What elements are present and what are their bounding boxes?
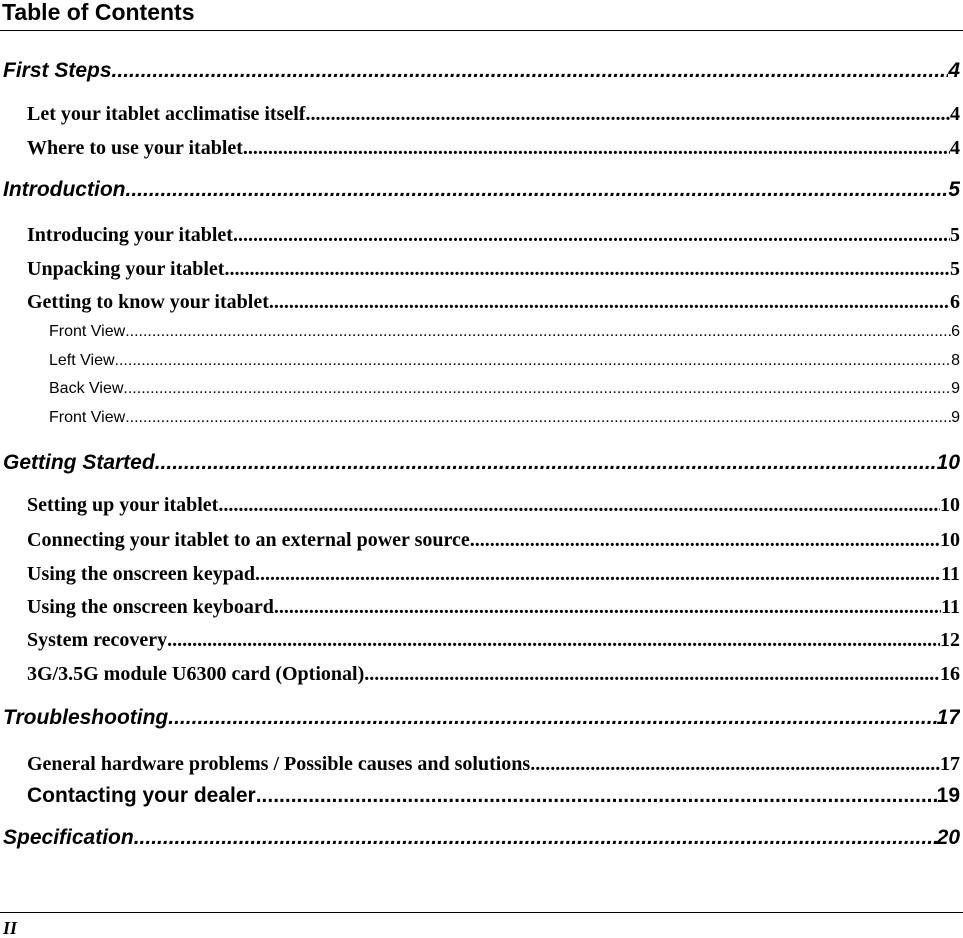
toc-entry-getting-started[interactable] — [3, 449, 960, 477]
toc-entry-acclimatise[interactable] — [27, 100, 960, 128]
toc-entry-page: 19 — [936, 784, 960, 807]
dot-leader — [134, 824, 937, 852]
dot-leader — [305, 100, 950, 128]
toc-entry-contacting-dealer[interactable] — [27, 782, 960, 810]
toc-entry-page: 10 — [940, 494, 960, 516]
dot-leader — [233, 221, 950, 249]
toc-entry-page: 9 — [951, 409, 960, 426]
toc-entry-left-view[interactable] — [49, 351, 960, 371]
toc-entry-title: Contacting your dealer — [27, 784, 256, 807]
footer-rule — [0, 912, 963, 913]
toc-entry-title: Introducing your itablet — [27, 224, 233, 246]
toc-entry-page: 5 — [950, 224, 960, 246]
toc-entry-page: 5 — [950, 258, 960, 280]
page-number: II — [3, 918, 18, 938]
dot-leader — [364, 660, 940, 688]
toc-entry-title: Introduction — [3, 178, 126, 201]
toc-entry-first-steps[interactable] — [3, 57, 960, 85]
dot-leader — [112, 57, 949, 85]
dot-leader — [168, 704, 936, 732]
toc-entry-title: 3G/3.5G module U6300 card (Optional) — [27, 663, 365, 685]
toc-entry-title: Where to use your itablet — [27, 137, 243, 159]
toc-entry-page: 5 — [948, 178, 960, 201]
toc-entry-title: Setting up your itablet — [27, 494, 219, 516]
dot-leader — [218, 491, 940, 519]
dot-leader — [256, 782, 937, 810]
dot-leader — [274, 593, 941, 621]
dot-leader — [167, 626, 940, 654]
dot-leader — [125, 408, 951, 428]
page-title: Table of Contents — [2, 0, 195, 25]
toc-entry-page: 17 — [936, 706, 960, 729]
toc-entry-page: 10 — [936, 451, 960, 474]
dot-leader — [470, 526, 940, 554]
dot-leader — [155, 449, 937, 477]
toc-entry-3g-module[interactable] — [27, 660, 960, 688]
toc-entry-title: Specification — [3, 826, 134, 849]
toc-entry-page: 20 — [936, 826, 960, 849]
toc-entry-introduction[interactable] — [3, 176, 960, 204]
toc-entry-front-view-2[interactable] — [49, 408, 960, 428]
toc-entry-title: Let your itablet acclimatise itself — [27, 103, 306, 125]
toc-entry-title: Connecting your itablet to an external power source — [27, 529, 470, 551]
toc-entry-page: 11 — [941, 563, 960, 585]
toc-entry-page: 9 — [951, 380, 960, 397]
toc-entry-page: 17 — [940, 753, 960, 775]
toc-entry-getting-to-know[interactable] — [27, 288, 960, 316]
toc-entry-title: Front View — [49, 323, 126, 340]
toc-entry-title: Using the onscreen keyboard — [27, 596, 274, 618]
dot-leader — [115, 351, 952, 371]
toc-entry-title: Getting Started — [3, 451, 155, 474]
toc-entry-title: Troubleshooting — [3, 706, 169, 729]
toc-entry-page: 6 — [951, 323, 960, 340]
toc-entry-back-view[interactable] — [49, 379, 960, 399]
toc-entry-unpacking[interactable] — [27, 255, 960, 283]
toc-entry-title: Unpacking your itablet — [27, 258, 225, 280]
toc-entry-onscreen-keypad[interactable] — [27, 560, 960, 588]
toc-entry-page: 8 — [951, 352, 960, 369]
toc-entry-setting-up[interactable] — [27, 491, 960, 519]
toc-entry-title: System recovery — [27, 629, 168, 651]
dot-leader — [255, 560, 941, 588]
toc-entry-onscreen-keyboard[interactable] — [27, 593, 960, 621]
dot-leader — [530, 750, 940, 778]
toc-entry-page: 4 — [948, 59, 960, 82]
toc-entry-page: 4 — [950, 137, 960, 159]
dot-leader — [125, 322, 951, 342]
toc-entry-where-to-use[interactable] — [27, 134, 960, 162]
toc-entry-title: Left View — [49, 352, 115, 369]
toc-entry-page: 10 — [940, 529, 960, 551]
toc-entry-page: 16 — [940, 663, 960, 685]
toc-entry-page: 12 — [940, 629, 960, 651]
toc-entry-title: Getting to know your itablet — [27, 291, 269, 313]
toc-entry-title: First Steps — [3, 59, 112, 82]
dot-leader — [243, 134, 950, 162]
dot-leader — [125, 176, 948, 204]
toc-entry-page: 11 — [941, 596, 960, 618]
dot-leader — [123, 379, 951, 399]
toc-entry-introducing[interactable] — [27, 221, 960, 249]
toc-entry-page: 4 — [950, 103, 960, 125]
toc-entry-specification[interactable] — [3, 824, 960, 852]
toc-entry-title: Back View — [49, 380, 124, 397]
toc-entry-troubleshooting[interactable] — [3, 704, 960, 732]
toc-entry-external-power[interactable] — [27, 526, 960, 554]
toc-entry-title: General hardware problems / Possible causes and solutions — [27, 753, 531, 775]
toc-entry-title: Front View — [49, 409, 126, 426]
toc-entry-page: 6 — [950, 291, 960, 313]
toc-entry-system-recovery[interactable] — [27, 626, 960, 654]
toc-entry-front-view[interactable] — [49, 322, 960, 342]
toc-entry-title: Using the onscreen keypad — [27, 563, 255, 585]
toc-entry-hardware-problems[interactable] — [27, 750, 960, 778]
header-rule — [0, 30, 963, 31]
dot-leader — [224, 255, 950, 283]
dot-leader — [269, 288, 950, 316]
